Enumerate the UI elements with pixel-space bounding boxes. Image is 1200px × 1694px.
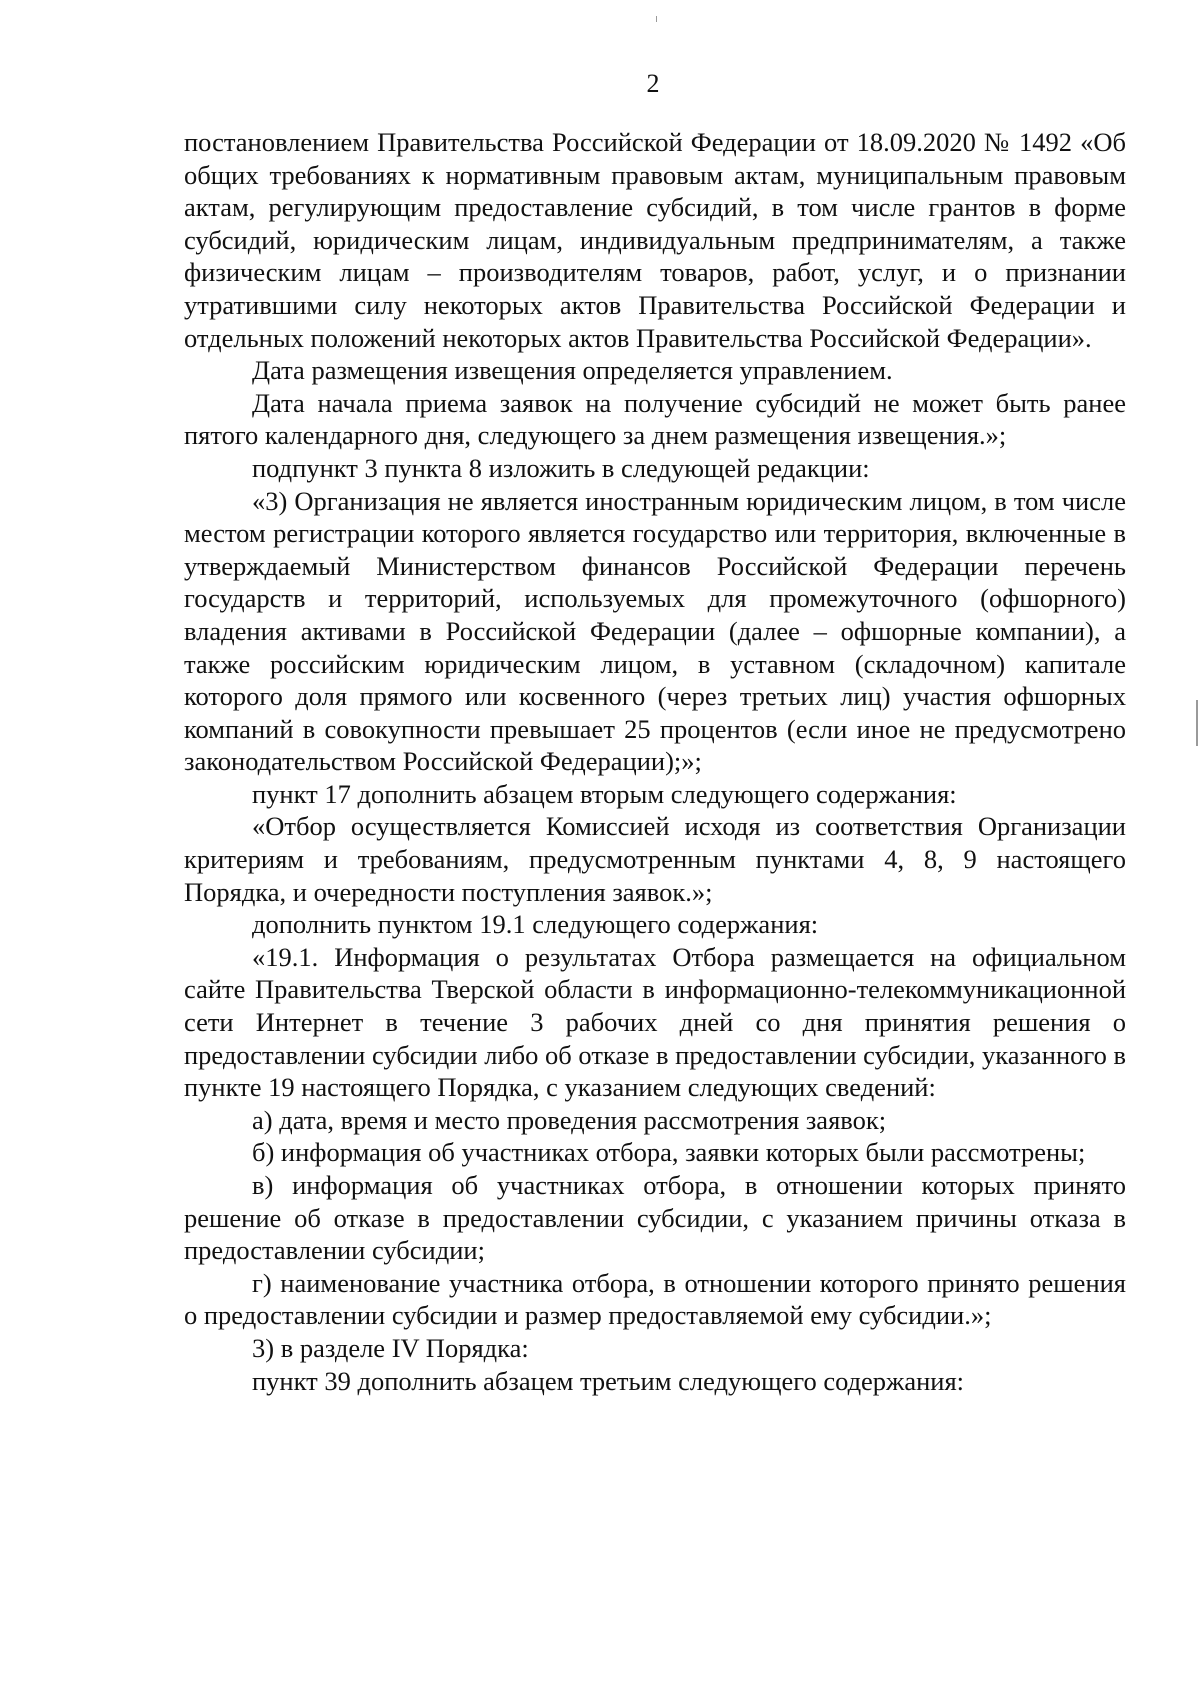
paragraph-7: «Отбор осуществляется Комиссией исходя из соответствия Организации критериям и требованиям, предусмотренным пунктами 4, 8, 9 настоящего Порядка, и очередности поступления заявок.»;: [184, 811, 1126, 907]
paragraph-12: в) информация об участниках отбора, в отношении которых принято решение об отказе в предоставлении субсидии, с указанием причины отказа в предоставлении субсидии;: [184, 1170, 1126, 1266]
paragraph-3: Дата начала приема заявок на получение субсидий не может быть ранее пятого календарного дня, следующего за днем размещения извещения.»;: [184, 387, 1126, 451]
paragraph-8: дополнить пунктом 19.1 следующего содержания:: [252, 909, 819, 940]
paragraph-6: пункт 17 дополнить абзацем вторым следующего содержания:: [252, 778, 957, 809]
document-body: [184, 126, 1126, 1397]
page-number: 2: [646, 69, 660, 98]
scan-mark: [656, 16, 657, 22]
paragraph-13: г) наименование участника отбора, в отношении которого принято решения о предоставлении субсидии и размер предоставляемой ему субсидии.»;: [184, 1267, 1126, 1331]
paragraph-11: б) информация об участниках отбора, заявки которых были рассмотрены;: [252, 1137, 1086, 1168]
paragraph-2: Дата размещения извещения определяется управлением.: [252, 355, 893, 386]
paragraph-4: подпункт 3 пункта 8 изложить в следующей редакции:: [252, 452, 870, 483]
paragraph-14: 3) в разделе IV Порядка:: [252, 1332, 529, 1363]
paragraph-10: а) дата, время и место проведения рассмотрения заявок;: [252, 1104, 887, 1135]
paragraph-15: пункт 39 дополнить абзацем третьим следующего содержания:: [252, 1365, 965, 1396]
paragraph-5: «3) Организация не является иностранным юридическим лицом, в том числе местом регистрации которого является государство или территория, включенные в утверждаемый Министерством финансов Российской Федерации перечень государств и территорий, используемых для промежуточного (офшорного) владения активами в Российской Федерации (далее – офшорные компании), а также российским юридическим лицом, в уставном (складочном) капитале которого доля прямого или косвенного (через третьих лиц) участия офшорных компаний в совокупности превышает 25 процентов (если иное не предусмотрено законодательством Российской Федерации);»;: [184, 485, 1126, 777]
paragraph-9: «19.1. Информация о результатах Отбора размещается на официальном сайте Правительства Тверской области в информационно-телекоммуникационной сети Интернет в течение 3 рабочих дней со дня принятия решения о предоставлении субсидии либо об отказе в предоставлении субсидии, указанного в пункте 19 настоящего Порядка, с указанием следующих сведений:: [184, 941, 1126, 1103]
paragraph-1: постановлением Правительства Российской Федерации от 18.09.2020 № 1492 «Об общих требованиях к нормативным правовым актам, муниципальным правовым актам, регулирующим предоставление субсидий, в том числе грантов в форме субсидий, юридическим лицам, индивидуальным предпринимателям, а также физическим лицам – производителям товаров, работ, услуг, и о признании утратившими силу некоторых актов Правительства Российской Федерации и отдельных положений некоторых актов Правительства Российской Федерации».: [184, 127, 1126, 353]
scan-mark: [1196, 700, 1198, 746]
